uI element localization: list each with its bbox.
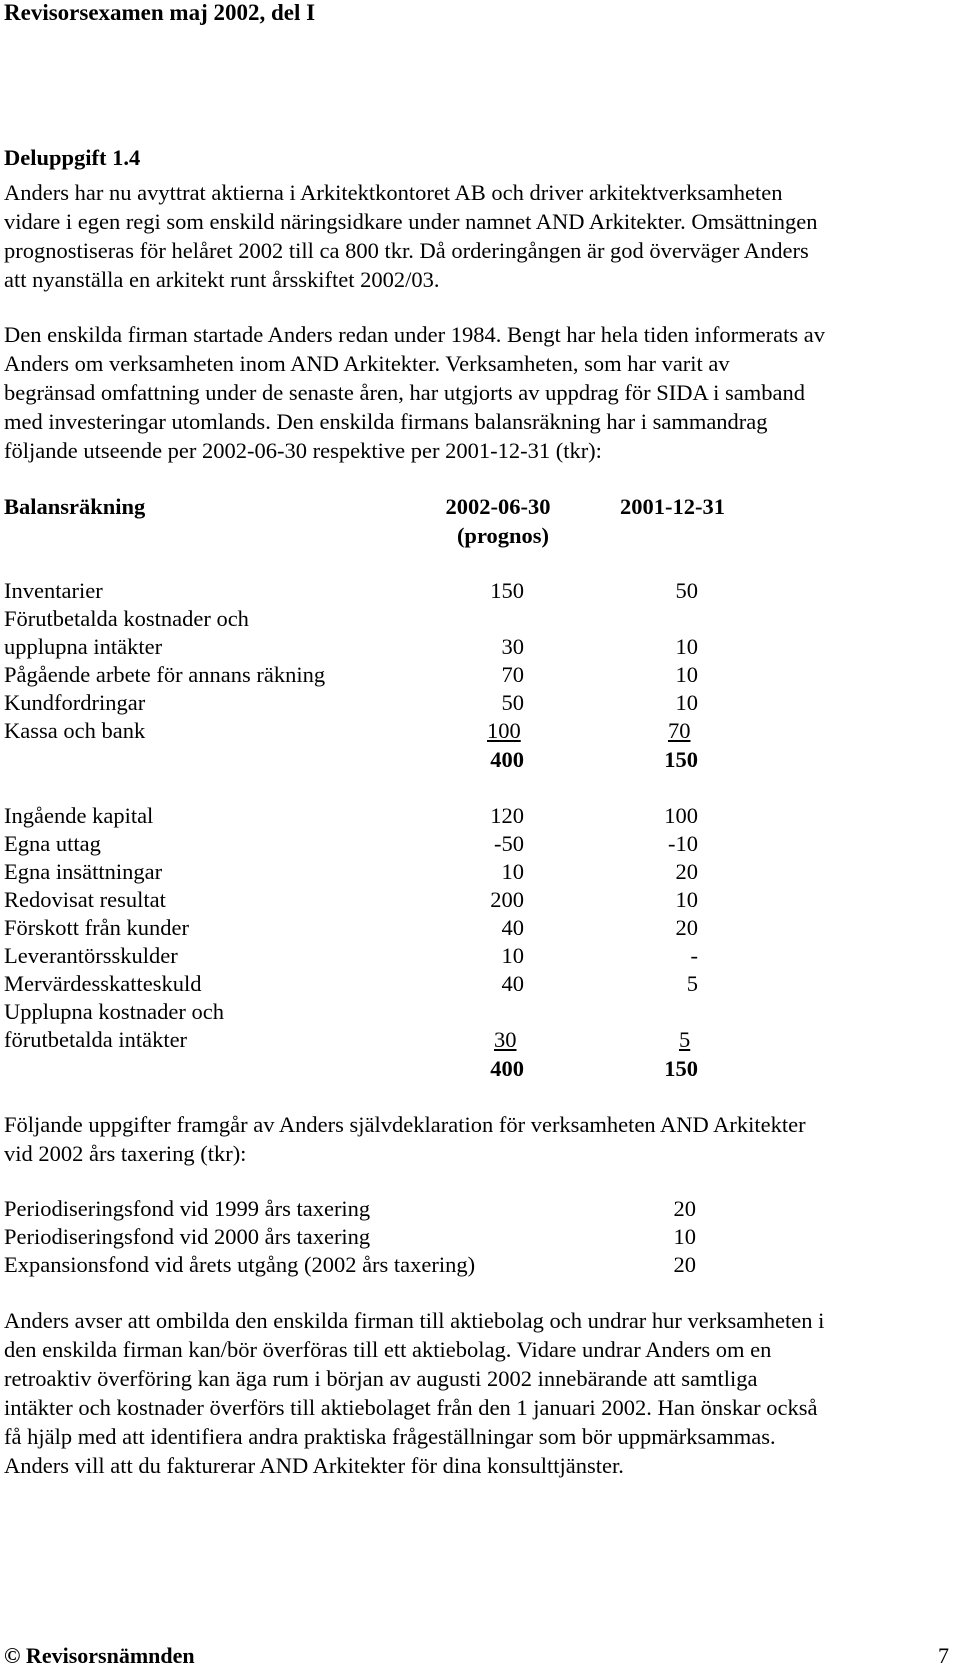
paragraph-line: Följande uppgifter framgår av Anders självdeklaration för verksamheten AND Arkitekter — [4, 1112, 806, 1137]
asset-label: upplupna intäkter — [4, 634, 163, 659]
paragraph-line: retroaktiv överföring kan äga rum i början av augusti 2002 innebärande att samtliga — [4, 1366, 758, 1391]
asset-value-2001: 70 — [668, 718, 691, 743]
assets-total-2001: 150 — [664, 747, 698, 772]
paragraph-line: vidare i egen regi som enskild näringsidkare under namnet AND Arkitekter. Omsättningen — [4, 209, 818, 234]
paragraph-line: följande utseende per 2002-06-30 respektive per 2001-12-31 (tkr): — [4, 438, 602, 463]
liability-value-2001: 5 — [679, 1027, 691, 1052]
liability-value-2002-cell — [490, 1027, 560, 1053]
asset-label: Pågående arbete för annans räkning — [4, 662, 326, 687]
section-title: Deluppgift 1.4 — [4, 145, 141, 170]
asset-value-2002: 70 — [501, 662, 524, 687]
liabilities-total-2002: 400 — [490, 1056, 524, 1081]
asset-value-2002: 150 — [490, 578, 524, 603]
column-header-2002: 2002-06-30 — [445, 494, 551, 519]
liability-value-2002: 10 — [501, 943, 524, 968]
balance-sheet-title: Balansräkning — [4, 494, 146, 519]
asset-value-2001: 10 — [675, 690, 698, 715]
paragraph-line: att nyanställa en arkitekt runt årsskiftet 2002/03. — [4, 267, 440, 292]
asset-value-2001: 10 — [675, 662, 698, 687]
liability-label: Egna uttag — [4, 831, 101, 856]
paragraph-line: begränsad omfattning under de senaste åren, har utgjorts av uppdrag för SIDA i samband — [4, 380, 806, 405]
asset-value-2002: 50 — [501, 690, 524, 715]
paragraph-line: intäkter och kostnader överförs till aktiebolaget från den 1 januari 2002. Han önskar också — [4, 1395, 818, 1420]
asset-value-2002-cell — [487, 718, 557, 744]
liability-value-2002: 10 — [501, 859, 524, 884]
asset-value-2001: 10 — [675, 634, 698, 659]
asset-value-2002: 100 — [487, 718, 521, 743]
liability-label: Ingående kapital — [4, 803, 154, 828]
asset-label: Kundfordringar — [4, 690, 146, 715]
liability-value-2001: 100 — [664, 803, 698, 828]
asset-value-2001-cell — [664, 718, 724, 744]
liability-value-2001: 20 — [675, 915, 698, 940]
liability-value-2001-cell — [665, 1027, 725, 1053]
fund-label: Periodiseringsfond vid 2000 års taxering — [4, 1224, 371, 1249]
liability-value-2001: -10 — [668, 831, 698, 856]
column-subheader-prognos: (prognos) — [456, 523, 550, 548]
paragraph-line: Anders vill att du fakturerar AND Arkitekter för dina konsulttjänster. — [4, 1453, 624, 1478]
liability-label: Upplupna kostnader och — [4, 999, 224, 1024]
fund-label: Periodiseringsfond vid 1999 års taxering — [4, 1196, 371, 1221]
paragraph-line: den enskilda firman kan/bör överföras till ett aktiebolag. Vidare undrar Anders om en — [4, 1337, 772, 1362]
liability-value-2002: 200 — [490, 887, 524, 912]
fund-value: 20 — [673, 1196, 696, 1221]
paragraph-line: Anders om verksamheten inom AND Arkitekter. Verksamheten, som har varit av — [4, 351, 730, 376]
assets-total-2002: 400 — [490, 747, 524, 772]
paragraph-line: vid 2002 års taxering (tkr): — [4, 1141, 247, 1166]
paragraph-line: Anders avser att ombilda den enskilda firman till aktiebolag och undrar hur verksamheten i — [4, 1308, 825, 1333]
liability-value-2002: 40 — [501, 971, 524, 996]
liability-label: Mervärdesskatteskuld — [4, 971, 202, 996]
footer-publisher: © Revisorsnämnden — [4, 1643, 195, 1668]
paragraph-line: få hjälp med att identifiera andra praktiska frågeställningar som bör uppmärksammas. — [4, 1424, 776, 1449]
liability-value-2001: 5 — [686, 971, 698, 996]
liability-value-2002: 120 — [490, 803, 524, 828]
asset-label: Kassa och bank — [4, 718, 146, 743]
liability-value-2001: - — [690, 943, 698, 968]
asset-label: Inventarier — [4, 578, 103, 603]
fund-label: Expansionsfond vid årets utgång (2002 års taxering) — [4, 1252, 476, 1277]
liability-label: förutbetalda intäkter — [4, 1027, 188, 1052]
liability-value-2001: 20 — [675, 859, 698, 884]
paragraph-line: Den enskilda firman startade Anders redan under 1984. Bengt har hela tiden informerats av — [4, 322, 825, 347]
liabilities-total-2001: 150 — [664, 1056, 698, 1081]
liability-value-2002: -50 — [494, 831, 524, 856]
paragraph-line: med investeringar utomlands. Den enskilda firmans balansräkning har i sammandrag — [4, 409, 768, 434]
page-header: Revisorsexamen maj 2002, del I — [4, 0, 316, 25]
footer-page-number: 7 — [938, 1643, 949, 1668]
liability-value-2001: 10 — [675, 887, 698, 912]
asset-label: Förutbetalda kostnader och — [4, 606, 249, 631]
liability-label: Leverantörsskulder — [4, 943, 178, 968]
liability-value-2002: 30 — [494, 1027, 517, 1052]
paragraph-line: prognostiseras för helåret 2002 till ca 800 tkr. Då orderingången är god överväger Anders — [4, 238, 809, 263]
asset-value-2002: 30 — [501, 634, 524, 659]
fund-value: 10 — [673, 1224, 696, 1249]
fund-value: 20 — [673, 1252, 696, 1277]
liability-label: Egna insättningar — [4, 859, 163, 884]
liability-value-2002: 40 — [501, 915, 524, 940]
liability-label: Förskott från kunder — [4, 915, 189, 940]
asset-value-2001: 50 — [675, 578, 698, 603]
paragraph-line: Anders har nu avyttrat aktierna i Arkitektkontoret AB och driver arkitektverksamheten — [4, 180, 783, 205]
column-header-2001: 2001-12-31 — [620, 494, 725, 519]
liability-label: Redovisat resultat — [4, 887, 166, 912]
